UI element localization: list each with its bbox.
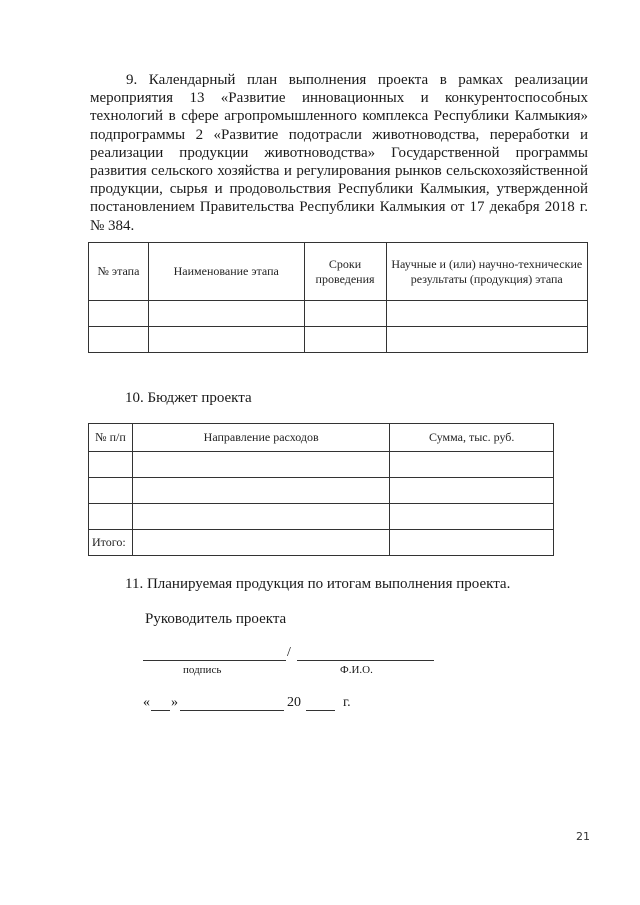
table-cell xyxy=(132,452,389,478)
budget-header-row xyxy=(89,424,554,452)
signature-heading: Руководитель проекта xyxy=(145,611,287,627)
table-cell xyxy=(390,504,554,530)
budget-table xyxy=(88,423,554,556)
table-row xyxy=(89,478,554,504)
date-year-line xyxy=(306,710,335,711)
budget-header-number: № п/п xyxy=(89,424,133,452)
table-cell xyxy=(89,478,133,504)
stages-header-dates: Сроки проведения xyxy=(304,243,386,301)
stages-table xyxy=(88,242,588,353)
date-open-quote: « xyxy=(143,695,150,710)
budget-header-amount: Сумма, тыс. руб. xyxy=(390,424,554,452)
signature-line xyxy=(143,660,286,661)
page-number: 21 xyxy=(576,830,590,843)
stages-header-results: Научные и (или) научно-технические результаты (продукция) этапа xyxy=(386,243,587,301)
table-row xyxy=(89,301,588,327)
table-cell xyxy=(132,530,389,556)
table-cell xyxy=(89,301,149,327)
date-year-prefix: 20 xyxy=(287,695,301,710)
section-11-title: 11. Планируемая продукция по итогам выполнения проекта. xyxy=(125,576,511,592)
table-row xyxy=(89,504,554,530)
name-label: Ф.И.О. xyxy=(340,664,373,676)
name-line xyxy=(297,660,434,661)
table-cell xyxy=(304,301,386,327)
table-row xyxy=(89,327,588,353)
table-cell xyxy=(386,327,587,353)
table-cell xyxy=(386,301,587,327)
table-cell xyxy=(390,530,554,556)
section-9-paragraph: 9. Календарный план выполнения проекта в рамках реализации мероприятия 13 «Развитие инновационных и конкурентоспособных технологий в сфере агропромышленного комплекса Республики Калмыкия» подпрограммы 2 «Развитие подотрасли животноводства, переработки и реализации продукции животноводства» Государственной программы развития сельского хозяйства и регулирования рынков сельскохозяйственной продукции, сырья и продовольствия Республики Калмыкия, утвержденной постановлением Правительства Республики Калмыкия от 17 декабря 2018 г. № 384. xyxy=(90,72,588,234)
table-cell xyxy=(89,504,133,530)
stages-header-number: № этапа xyxy=(89,243,149,301)
table-cell xyxy=(89,452,133,478)
table-cell xyxy=(304,327,386,353)
table-cell xyxy=(148,301,304,327)
stages-header-row xyxy=(89,243,588,301)
signature-separator: / xyxy=(287,645,291,660)
table-cell xyxy=(132,478,389,504)
date-month-line xyxy=(180,710,284,711)
budget-total-row xyxy=(89,530,554,556)
budget-total-label: Итого: xyxy=(89,530,133,556)
date-year-suffix: г. xyxy=(343,695,351,710)
table-row xyxy=(89,452,554,478)
table-cell xyxy=(132,504,389,530)
table-cell xyxy=(148,327,304,353)
date-day-line xyxy=(151,710,170,711)
date-close-quote: » xyxy=(171,695,178,710)
table-cell xyxy=(390,452,554,478)
section-10-title: 10. Бюджет проекта xyxy=(125,390,252,406)
table-cell xyxy=(89,327,149,353)
signature-label: подпись xyxy=(183,664,222,676)
stages-header-name: Наименование этапа xyxy=(148,243,304,301)
table-cell xyxy=(390,478,554,504)
budget-header-direction: Направление расходов xyxy=(132,424,389,452)
